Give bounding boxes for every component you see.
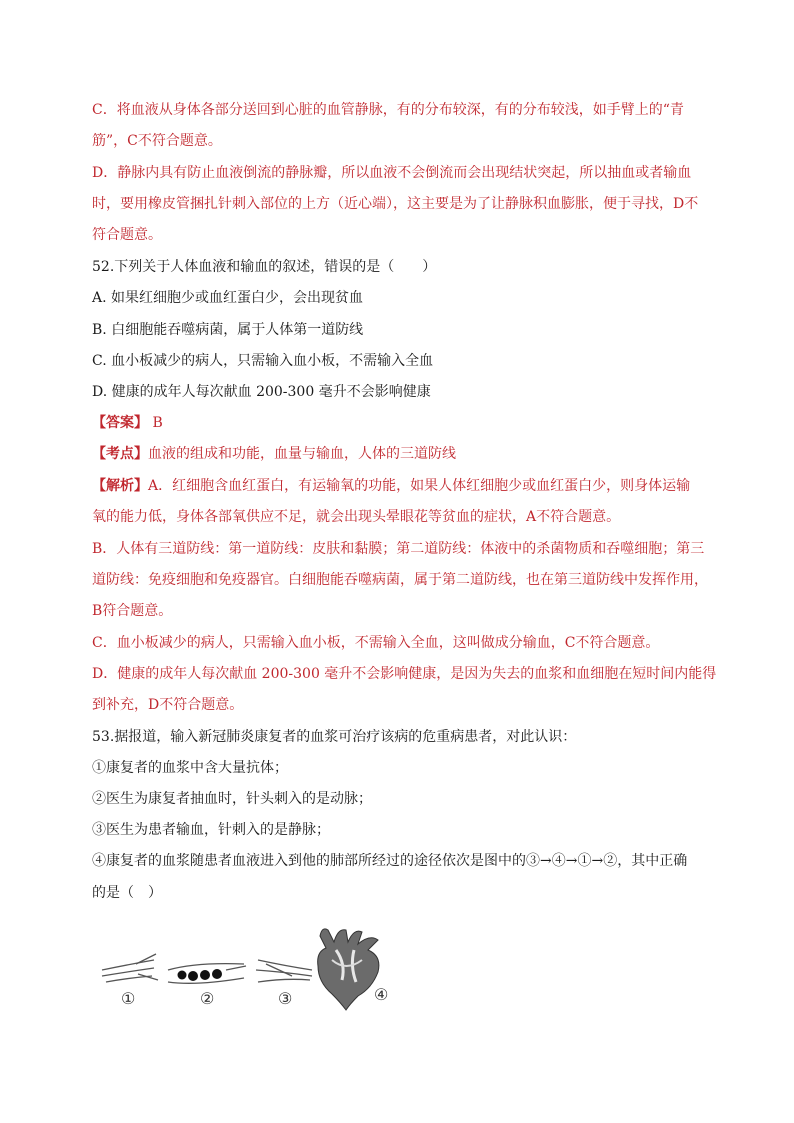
analysis-d-line2: 到补充，D不符合题意。 <box>92 697 244 713</box>
q52-answer-row <box>92 413 712 433</box>
q53-item-3: ③医生为患者输血，针刺入的是静脉； <box>92 822 330 838</box>
answer-tag: 【答案】 <box>92 415 148 431</box>
jiexi-tag: 【解析】 <box>92 478 148 494</box>
q53-item-4: ④康复者的血浆随患者血液进入到他的肺部所经过的途径依次是图中的③→④→①→②，其中正确 <box>92 853 688 869</box>
kaodian-tag: 【考点】 <box>92 446 148 462</box>
prev-option-c-line2: 筋”，C不符合题意。 <box>92 133 222 149</box>
q53-item-2: ②医生为康复者抽血时，针头刺入的是动脉； <box>92 791 372 807</box>
figure-label-4: ④ <box>374 985 389 1004</box>
analysis-b-line1: B．人体有三道防线：第一道防线：皮肤和黏膜；第二道防线：体液中的杀菌物质和吞噬细胞；第三 <box>92 541 705 557</box>
analysis-c-line1: C．血小板减少的病人，只需输入血小板，不需输入全血，这叫做成分输血，C不符合题意。 <box>92 635 660 651</box>
analysis-d-line1: D．健康的成年人每次献血 200-300 毫升不会影响健康，是因为失去的血浆和血细胞在短时间内能得 <box>92 666 717 682</box>
vessel-3-icon <box>256 960 312 982</box>
q52-option-a: A. 如果红细胞少或血红蛋白少，会出现贫血 <box>92 290 364 306</box>
kaodian-text: 血液的组成和功能，血量与输血，人体的三道防线 <box>148 446 456 462</box>
q52-kaodian-row <box>92 444 712 464</box>
analysis-a-line2: 氧的能力低，身体各部氧供应不足，就会出现头晕眼花等贫血的症状，A不符合题意。 <box>92 509 621 525</box>
vessel-1-icon <box>102 954 158 982</box>
figure-label-1: ① <box>121 989 136 1008</box>
figure-label-3: ③ <box>278 989 293 1008</box>
q52-option-d: D. 健康的成年人每次献血 200-300 毫升不会影响健康 <box>92 384 431 400</box>
figure-label-2: ② <box>200 989 215 1008</box>
prev-option-c-line1: C．将血液从身体各部分送回到心脏的血管静脉，有的分布较深，有的分布较浅，如手臂上的“青 <box>92 102 684 118</box>
prev-option-d-line1: D．静脉内具有防止血液倒流的静脉瓣，所以血液不会倒流而会出现结状突起，所以抽血或者输血 <box>92 165 692 181</box>
q52-stem: 52.下列关于人体血液和输血的叙述，错误的是（ ） <box>92 259 437 275</box>
q53-stem: 53.据报道，输入新冠肺炎康复者的血浆可治疗该病的危重病患者，对此认识： <box>92 729 577 745</box>
vessel-2-capillary-icon <box>168 964 246 984</box>
q52-option-b: B. 白细胞能吞噬病菌，属于人体第一道防线 <box>92 322 364 338</box>
q53-stem-end: 的是（ ） <box>92 885 162 901</box>
blood-vessel-heart-figure <box>96 920 396 1020</box>
answer-value: B <box>152 415 163 431</box>
analysis-b-line3: B符合题意。 <box>92 603 173 619</box>
heart-icon <box>318 929 379 1010</box>
prev-option-d-line2: 时，要用橡皮管捆扎针刺入部位的上方（近心端），这主要是为了让静脉积血膨胀，便于寻找，D不 <box>92 196 699 212</box>
q52-jiexi-row <box>92 476 712 496</box>
q52-option-c: C. 血小板减少的病人，只需输入血小板，不需输入全血 <box>92 353 434 369</box>
q53-item-1: ①康复者的血浆中含大量抗体； <box>92 760 288 776</box>
prev-option-d-line3: 符合题意。 <box>92 227 162 243</box>
analysis-a-line1: A．红细胞含血红蛋白，有运输氧的功能，如果人体红细胞少或血红蛋白少，则身体运输 <box>148 478 691 494</box>
analysis-b-line2: 道防线：免疫细胞和免疫器官。白细胞能吞噬病菌，属于第二道防线，也在第三道防线中发挥作用， <box>92 572 708 588</box>
